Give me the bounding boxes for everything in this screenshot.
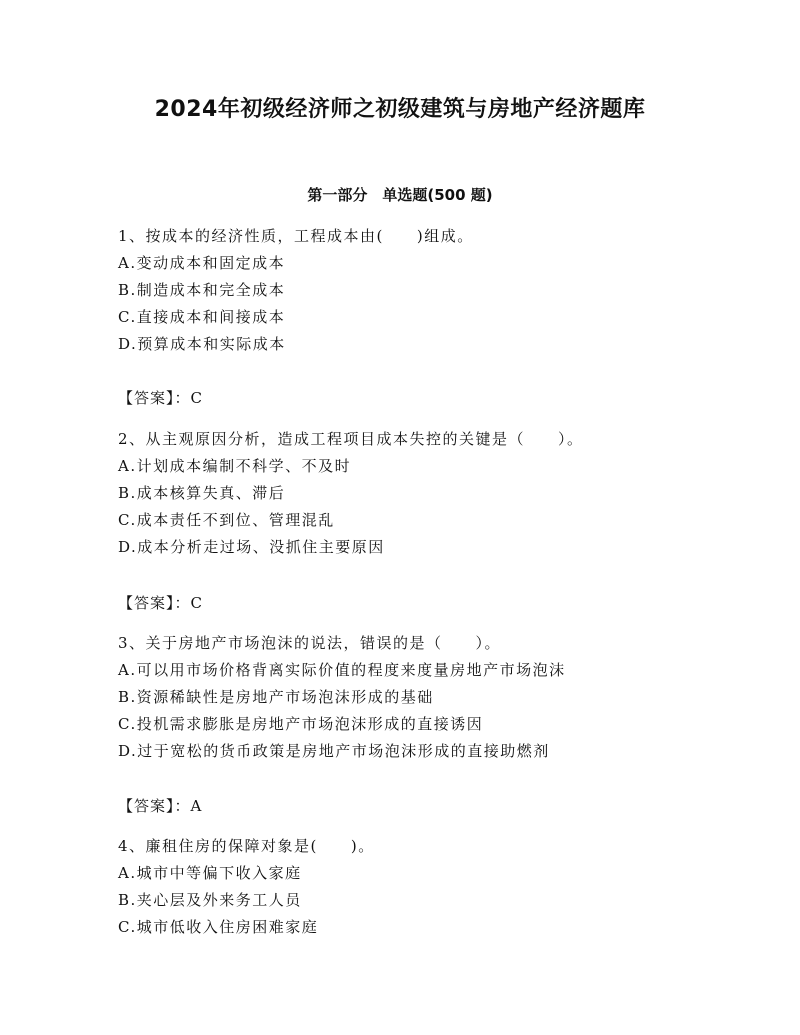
option-b: B.制造成本和完全成本 xyxy=(118,281,286,299)
option-d: D.预算成本和实际成本 xyxy=(118,335,286,353)
option-d: D.过于宽松的货币政策是房地产市场泡沫形成的直接助燃剂 xyxy=(118,742,550,760)
option-d: D.成本分析走过场、没抓住主要原因 xyxy=(118,538,385,556)
option-c: C.城市低收入住房困难家庭 xyxy=(118,918,319,936)
section-heading: 第一部分 单选题(500 题) xyxy=(307,186,493,204)
option-c: C.成本责任不到位、管理混乱 xyxy=(118,511,335,529)
option-a: A.计划成本编制不科学、不及时 xyxy=(118,457,352,475)
question-stem: 3、关于房地产市场泡沫的说法，错误的是（ ）。 xyxy=(118,634,502,652)
document-title: 2024年初级经济师之初级建筑与房地产经济题库 xyxy=(154,97,646,122)
option-a: A.城市中等偏下收入家庭 xyxy=(118,864,302,882)
option-b: B.资源稀缺性是房地产市场泡沫形成的基础 xyxy=(118,688,434,706)
question-stem: 2、从主观原因分析，造成工程项目成本失控的关键是（ ）。 xyxy=(118,430,584,448)
option-c: C.投机需求膨胀是房地产市场泡沫形成的直接诱因 xyxy=(118,715,484,733)
answer-label: 【答案】：C xyxy=(118,389,203,407)
option-b: B.成本核算失真、滞后 xyxy=(118,484,286,502)
option-b: B.夹心层及外来务工人员 xyxy=(118,891,302,909)
question-stem: 4、廉租住房的保障对象是( )。 xyxy=(118,837,375,855)
option-a: A.变动成本和固定成本 xyxy=(118,254,286,272)
option-c: C.直接成本和间接成本 xyxy=(118,308,286,326)
answer-label: 【答案】：A xyxy=(118,797,203,815)
answer-label: 【答案】：C xyxy=(118,594,203,612)
question-stem: 1、按成本的经济性质，工程成本由( )组成。 xyxy=(118,227,474,245)
option-a: A.可以用市场价格背离实际价值的程度来度量房地产市场泡沫 xyxy=(118,661,566,679)
